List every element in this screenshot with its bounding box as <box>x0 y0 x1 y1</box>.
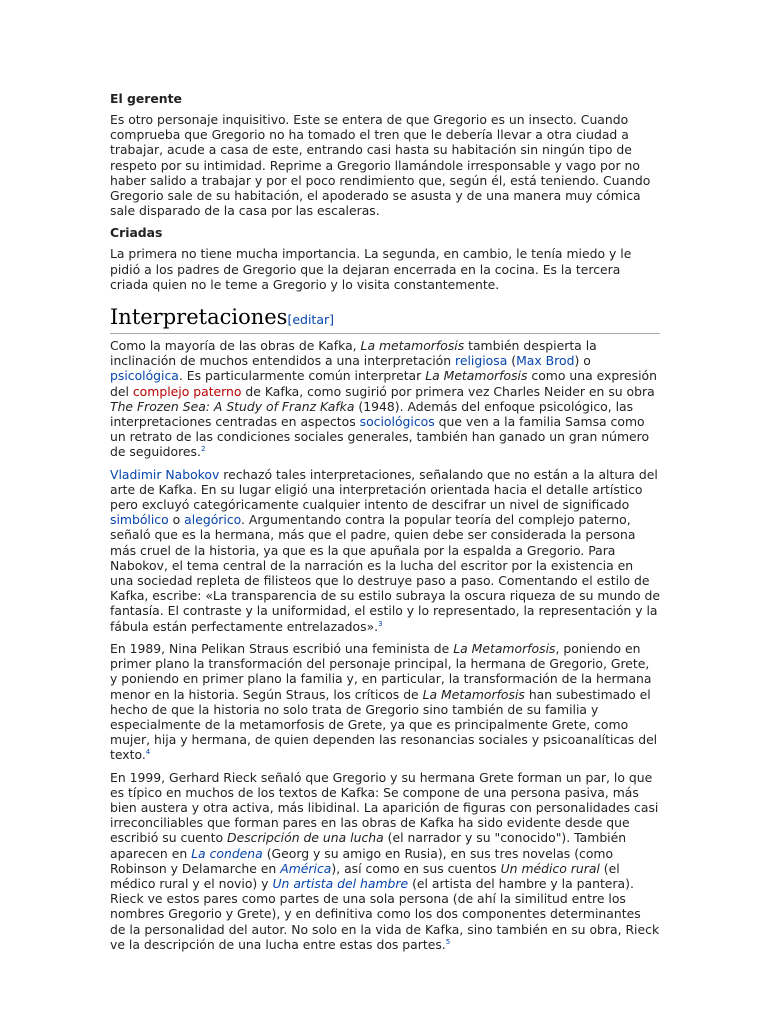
text-run: En 1999, Gerhard Rieck señaló que Gregorio y su hermana Grete forman un par, lo que es típico en muchos de los textos de Kafka: Se compone de una persona pasiva, más bien austera y otra activa, más libidinal. La aparición de figuras con personalidades casi irreconciliables que forman pares en las obras de Kafka ha sido evidente desde que escribió su cuento <box>110 769 659 846</box>
text-run: también despierta la inclinación de muchos entendidos a una interpretación <box>110 338 597 369</box>
link-vladimir-nabokov[interactable]: Vladimir Nabokov <box>110 466 220 482</box>
italic-title: La Metamorfosis <box>422 686 525 702</box>
italic-title: Un médico rural <box>500 860 600 876</box>
edit-link[interactable]: [editar] <box>287 312 335 328</box>
section-heading-gerente: El gerente <box>110 91 182 106</box>
text-run: (el médico rural y el novio) y <box>110 860 620 891</box>
link-sociologicos[interactable]: sociológicos <box>359 414 435 430</box>
text-run: (el artista del hambre y la pantera). Rieck ve estos pares como partes de una sola persona (de ahí la similitud entre los nombres Gregorio y Grete), y en definitiva como los dos componentes determinantes de la personalidad del autor. No solo en la vida de Kafka, sino también en su obra, Rieck ve la descripción de una lucha entre estas dos partes. <box>110 875 660 952</box>
reference-3[interactable]: 3 <box>378 619 383 628</box>
heading-text: Interpretaciones <box>110 305 288 330</box>
text-run: ), así como en sus cuentos <box>331 860 501 876</box>
text-run: . Argumentando contra la popular teoría del complejo paterno, señaló que es la hermana, más que el padre, quien debe ser considerada la persona más cruel de la historia, ya que es la que apuñala por la espalda a Gregorio. Para Nabokov, el tema central de la narración es la lucha del escritor por la existencia en una sociedad repleta de filisteos que lo destruye paso a paso. Comentando el estilo de Kafka, escribe: «La transparencia de su estilo subraya la oscura riqueza de su mundo de fantasía. El contraste y la uniformidad, el estilo y lo representado, la representación y la fábula están perfectamente entrelazados». <box>110 512 661 634</box>
link-religiosa[interactable]: religiosa <box>455 353 508 369</box>
italic-title: La Metamorfosis <box>425 368 528 384</box>
text-run: , poniendo en primer plano la transformación del personaje principal, la hermana de Gregorio, Grete, y poniendo en primer plano la familia y, en particular, la transformación de la hermana menor en la historia. Según Straus, los críticos de <box>110 640 652 702</box>
text-run: de Kafka, como sugirió por primera vez Charles Neider en su obra <box>241 383 655 399</box>
text-run: (Georg y su amigo en Rusia), en sus tres novelas (como Robinson y Delamarche en <box>110 845 614 876</box>
reference-5[interactable]: 5 <box>445 937 451 946</box>
italic-title: The Frozen Sea: A Study of Franz Kafka <box>110 398 355 414</box>
italic-title: La metamorfosis <box>360 338 465 354</box>
section-heading-criadas: Criadas <box>110 225 163 241</box>
paragraph-gerente: Es otro personaje inquisitivo. Este se entera de que Gregorio es un insecto. Cuando comprueba que Gregorio no ha tomado el tren que le debería llevar a otra ciudad a trabajar, acude a casa de este, entrando casi hasta su habitación sin ningún tipo de respeto por su intimidad. Reprime a Gregorio llamándole irresponsable y vago por no haber salido a trabajar y por el poco rendimiento que, según él, está teniendo. Cuando Gregorio sale de su habitación, el apoderado se asusta y de una manera muy cómica sale disparado de la casa por las escaleras. <box>110 112 651 219</box>
article-body <box>110 91 660 959</box>
paragraph-interpretaciones-3 <box>110 641 660 763</box>
text-run: como una expresión del <box>110 368 657 399</box>
reference-2[interactable]: 2 <box>200 445 206 454</box>
text-run: (1948). Además del enfoque psicológico, las interpretaciones centradas en aspectos <box>110 398 634 430</box>
italic-title: Descripción de una lucha <box>227 830 384 846</box>
link-simbolico[interactable]: simbólico <box>110 512 169 528</box>
paragraph-criadas: La primera no tiene mucha importancia. La segunda, en cambio, le tenía miedo y le pidió a los padres de Gregorio que la dejaran encerrada en la cocina. Es la tercera criada quien no le teme a Gregorio y lo visita constantemente. <box>110 246 632 292</box>
text-run: rechazó tales interpretaciones, señalando que no están a la altura del arte de Kafka. En su lugar eligió una interpretación orientada hacia el detalle artístico pero excluyó categóricamente cualquier intento de descifrar un nivel de significado <box>110 466 658 513</box>
paragraph-interpretaciones-2 <box>110 467 660 634</box>
text-run: que ven a la familia Samsa como un retrato de las condiciones sociales generales, también han ganado un gran número de seguidores. <box>110 414 650 460</box>
text-run: han subestimado el hecho de que la historia no solo trata de Gregorio sino también de su familia y especialmente de la metamorfosis de Grete, ya que es principalmente Grete, como mujer, hija y hermana, de quien dependen las resonancias sociales y psicoanalíticas del texto. <box>110 686 658 763</box>
paragraph-interpretaciones-1 <box>110 338 660 460</box>
paragraph-interpretaciones-4 <box>110 770 660 952</box>
text-run: o <box>168 512 185 528</box>
text-run: Como la mayoría de las obras de Kafka, <box>110 338 361 354</box>
link-un-artista-del-hambre[interactable]: Un artista del hambre <box>272 875 409 891</box>
section-heading-interpretaciones <box>110 304 660 334</box>
link-max-brod[interactable]: Max Brod <box>516 353 575 369</box>
text-run: . Es particularmente común interpretar <box>178 368 426 384</box>
text-run: ( <box>507 353 517 369</box>
link-alegorico[interactable]: alegórico <box>184 512 241 528</box>
text-run: ) o <box>574 353 591 369</box>
text-run: En 1989, Nina Pelikan Straus escribió una feminista de <box>110 640 454 656</box>
text-run: (el narrador y su "conocido"). También aparecen en <box>110 830 627 861</box>
italic-title: La Metamorfosis <box>453 640 556 656</box>
link-america[interactable]: América <box>280 860 332 876</box>
link-la-condena[interactable]: La condena <box>191 845 263 861</box>
link-psicologica[interactable]: psicológica <box>110 368 179 384</box>
link-complejo-paterno[interactable]: complejo paterno <box>132 383 242 399</box>
reference-4[interactable]: 4 <box>145 748 151 757</box>
